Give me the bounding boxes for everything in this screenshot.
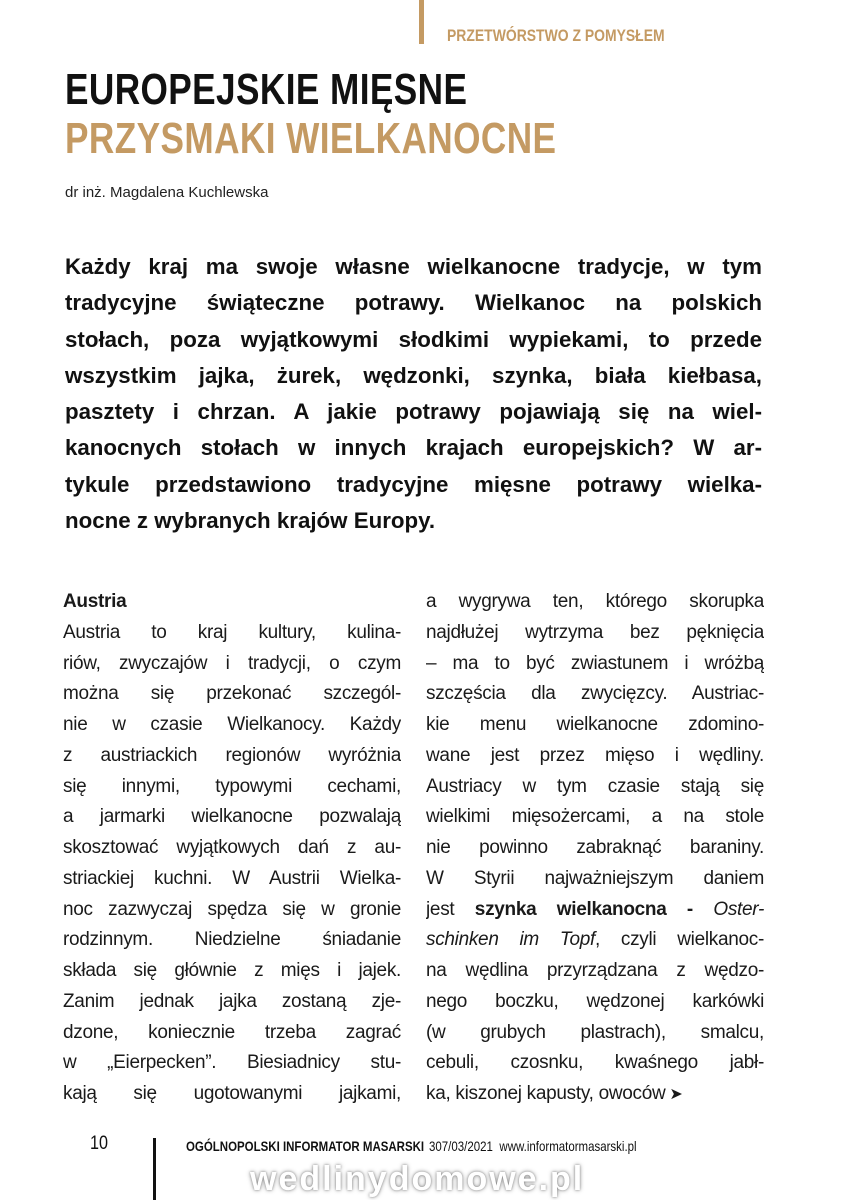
- body-line: skosztować wyjątkowych dań z au-: [63, 837, 401, 858]
- body-line: z austriackich regionów wyróżnia: [63, 744, 401, 766]
- dish-original-name: Oster-: [713, 898, 764, 920]
- body-line: [426, 895, 764, 926]
- body-line: (w grubych plastrach), smalcu,: [426, 1021, 764, 1043]
- author: dr inż. Magdalena Kuchlewska: [65, 184, 269, 201]
- body-line: się innymi, typowymi cechami,: [63, 775, 401, 797]
- body-line: noc zazwyczaj spędza się w gronie: [63, 898, 401, 920]
- body-line: kają się ugotowanymi jajkami,: [63, 1083, 401, 1104]
- dish-original-name: schinken im Topf: [426, 929, 595, 951]
- footer-rule: [153, 1138, 156, 1200]
- body-line: W Styrii najważniejszym daniem: [426, 867, 764, 889]
- lead-line: kanocnych stołach w innych krajach europejskich? W ar-: [65, 435, 762, 461]
- body-line: w „Eierpecken”. Biesiadnicy stu-: [63, 1052, 401, 1074]
- body-line: na wędlina przyrządzana z wędzo-: [426, 960, 764, 981]
- body-line: [426, 925, 764, 956]
- article-title-line1: EUROPEJSKIE MIĘSNE: [65, 65, 468, 114]
- body-line: Austria to kraj kultury, kulina-: [63, 621, 401, 643]
- body-line: wielkimi mięsożercami, a na stole: [426, 806, 764, 828]
- body-line: wane jest przez mięso i wędliny.: [426, 744, 764, 766]
- body-line: szczęścia dla zwycięzcy. Austriac-: [426, 683, 764, 705]
- body-line: można się przekonać szczegól-: [63, 683, 401, 705]
- article-title-line2: PRZYSMAKI WIELKANOCNE: [65, 114, 557, 163]
- body-line: – ma to być zwiastunem i wróżbą: [426, 652, 764, 674]
- arrow-right-icon: ➤: [669, 1086, 683, 1103]
- section-label: PRZETWÓRSTWO Z POMYSŁEM: [447, 26, 665, 45]
- body-line: dzone, koniecznie trzeba zagrać: [63, 1021, 401, 1043]
- right-column: [426, 587, 764, 1110]
- body-line: [426, 1079, 764, 1110]
- body-line: składa się głównie z mięs i jajek.: [63, 960, 401, 981]
- footer: [186, 1139, 643, 1153]
- body-line: najdłużej wytrzyma bez pęknięcia: [426, 621, 764, 643]
- lead-paragraph: [65, 249, 762, 539]
- text: , czyli wielkanoc-: [594, 929, 764, 951]
- body-line: cebuli, czosnku, kwaśnego jabł-: [426, 1052, 764, 1074]
- body-line: rodzinnym. Niedzielne śniadanie: [63, 929, 401, 951]
- page-number: 10: [90, 1133, 108, 1154]
- lead-line: tradycyjne świąteczne potrawy. Wielkanoc na polskich: [65, 290, 762, 316]
- website-link[interactable]: www.informatormasarski.pl: [499, 1138, 637, 1154]
- body-line: nie powinno zabraknąć baraniny.: [426, 837, 764, 858]
- body-line: Zanim jednak jajka zostaną zje-: [63, 990, 401, 1012]
- section-heading: Austria: [63, 591, 127, 612]
- text: jest: [426, 898, 475, 920]
- watermark: wedlinydomowe.pl: [250, 1160, 585, 1198]
- publication-name: OGÓLNOPOLSKI INFORMATOR MASARSKI: [186, 1138, 425, 1154]
- issue-number: 307/03/2021: [429, 1138, 493, 1154]
- lead-line: wszystkim jajka, żurek, wędzonki, szynka, biała kiełbasa,: [65, 362, 762, 388]
- body-line: nego boczku, wędzonej karkówki: [426, 990, 764, 1012]
- body-line: nie w czasie Wielkanocy. Każdy: [63, 714, 401, 735]
- lead-line: tykule przedstawiono tradycyjne mięsne potrawy wielka-: [65, 471, 762, 497]
- body-line: striackiej kuchni. W Austrii Wielka-: [63, 867, 401, 889]
- text: ka, kiszonej kapusty, owoców: [426, 1083, 666, 1104]
- lead-line: Każdy kraj ma swoje własne wielkanocne tradycje, w tym: [65, 254, 762, 279]
- dish-name: szynka wielkanocna -: [474, 898, 714, 920]
- body-line: riów, zwyczajów i tradycji, o czym: [63, 652, 401, 674]
- body-line: Austriacy w tym czasie stają się: [426, 775, 764, 797]
- body-line: a jarmarki wielkanocne pozwalają: [63, 806, 401, 828]
- body-line: kie menu wielkanocne zdomino-: [426, 714, 764, 735]
- lead-line: nocne z wybranych krajów Europy.: [65, 508, 436, 534]
- lead-line: pasztety i chrzan. A jakie potrawy pojawiają się na wiel-: [65, 399, 762, 425]
- body-line: a wygrywa ten, którego skorupka: [426, 591, 764, 612]
- left-column: [63, 587, 401, 1110]
- section-accent-bar: [419, 0, 424, 44]
- lead-line: stołach, poza wyjątkowymi słodkimi wypiekami, to przede: [65, 326, 762, 352]
